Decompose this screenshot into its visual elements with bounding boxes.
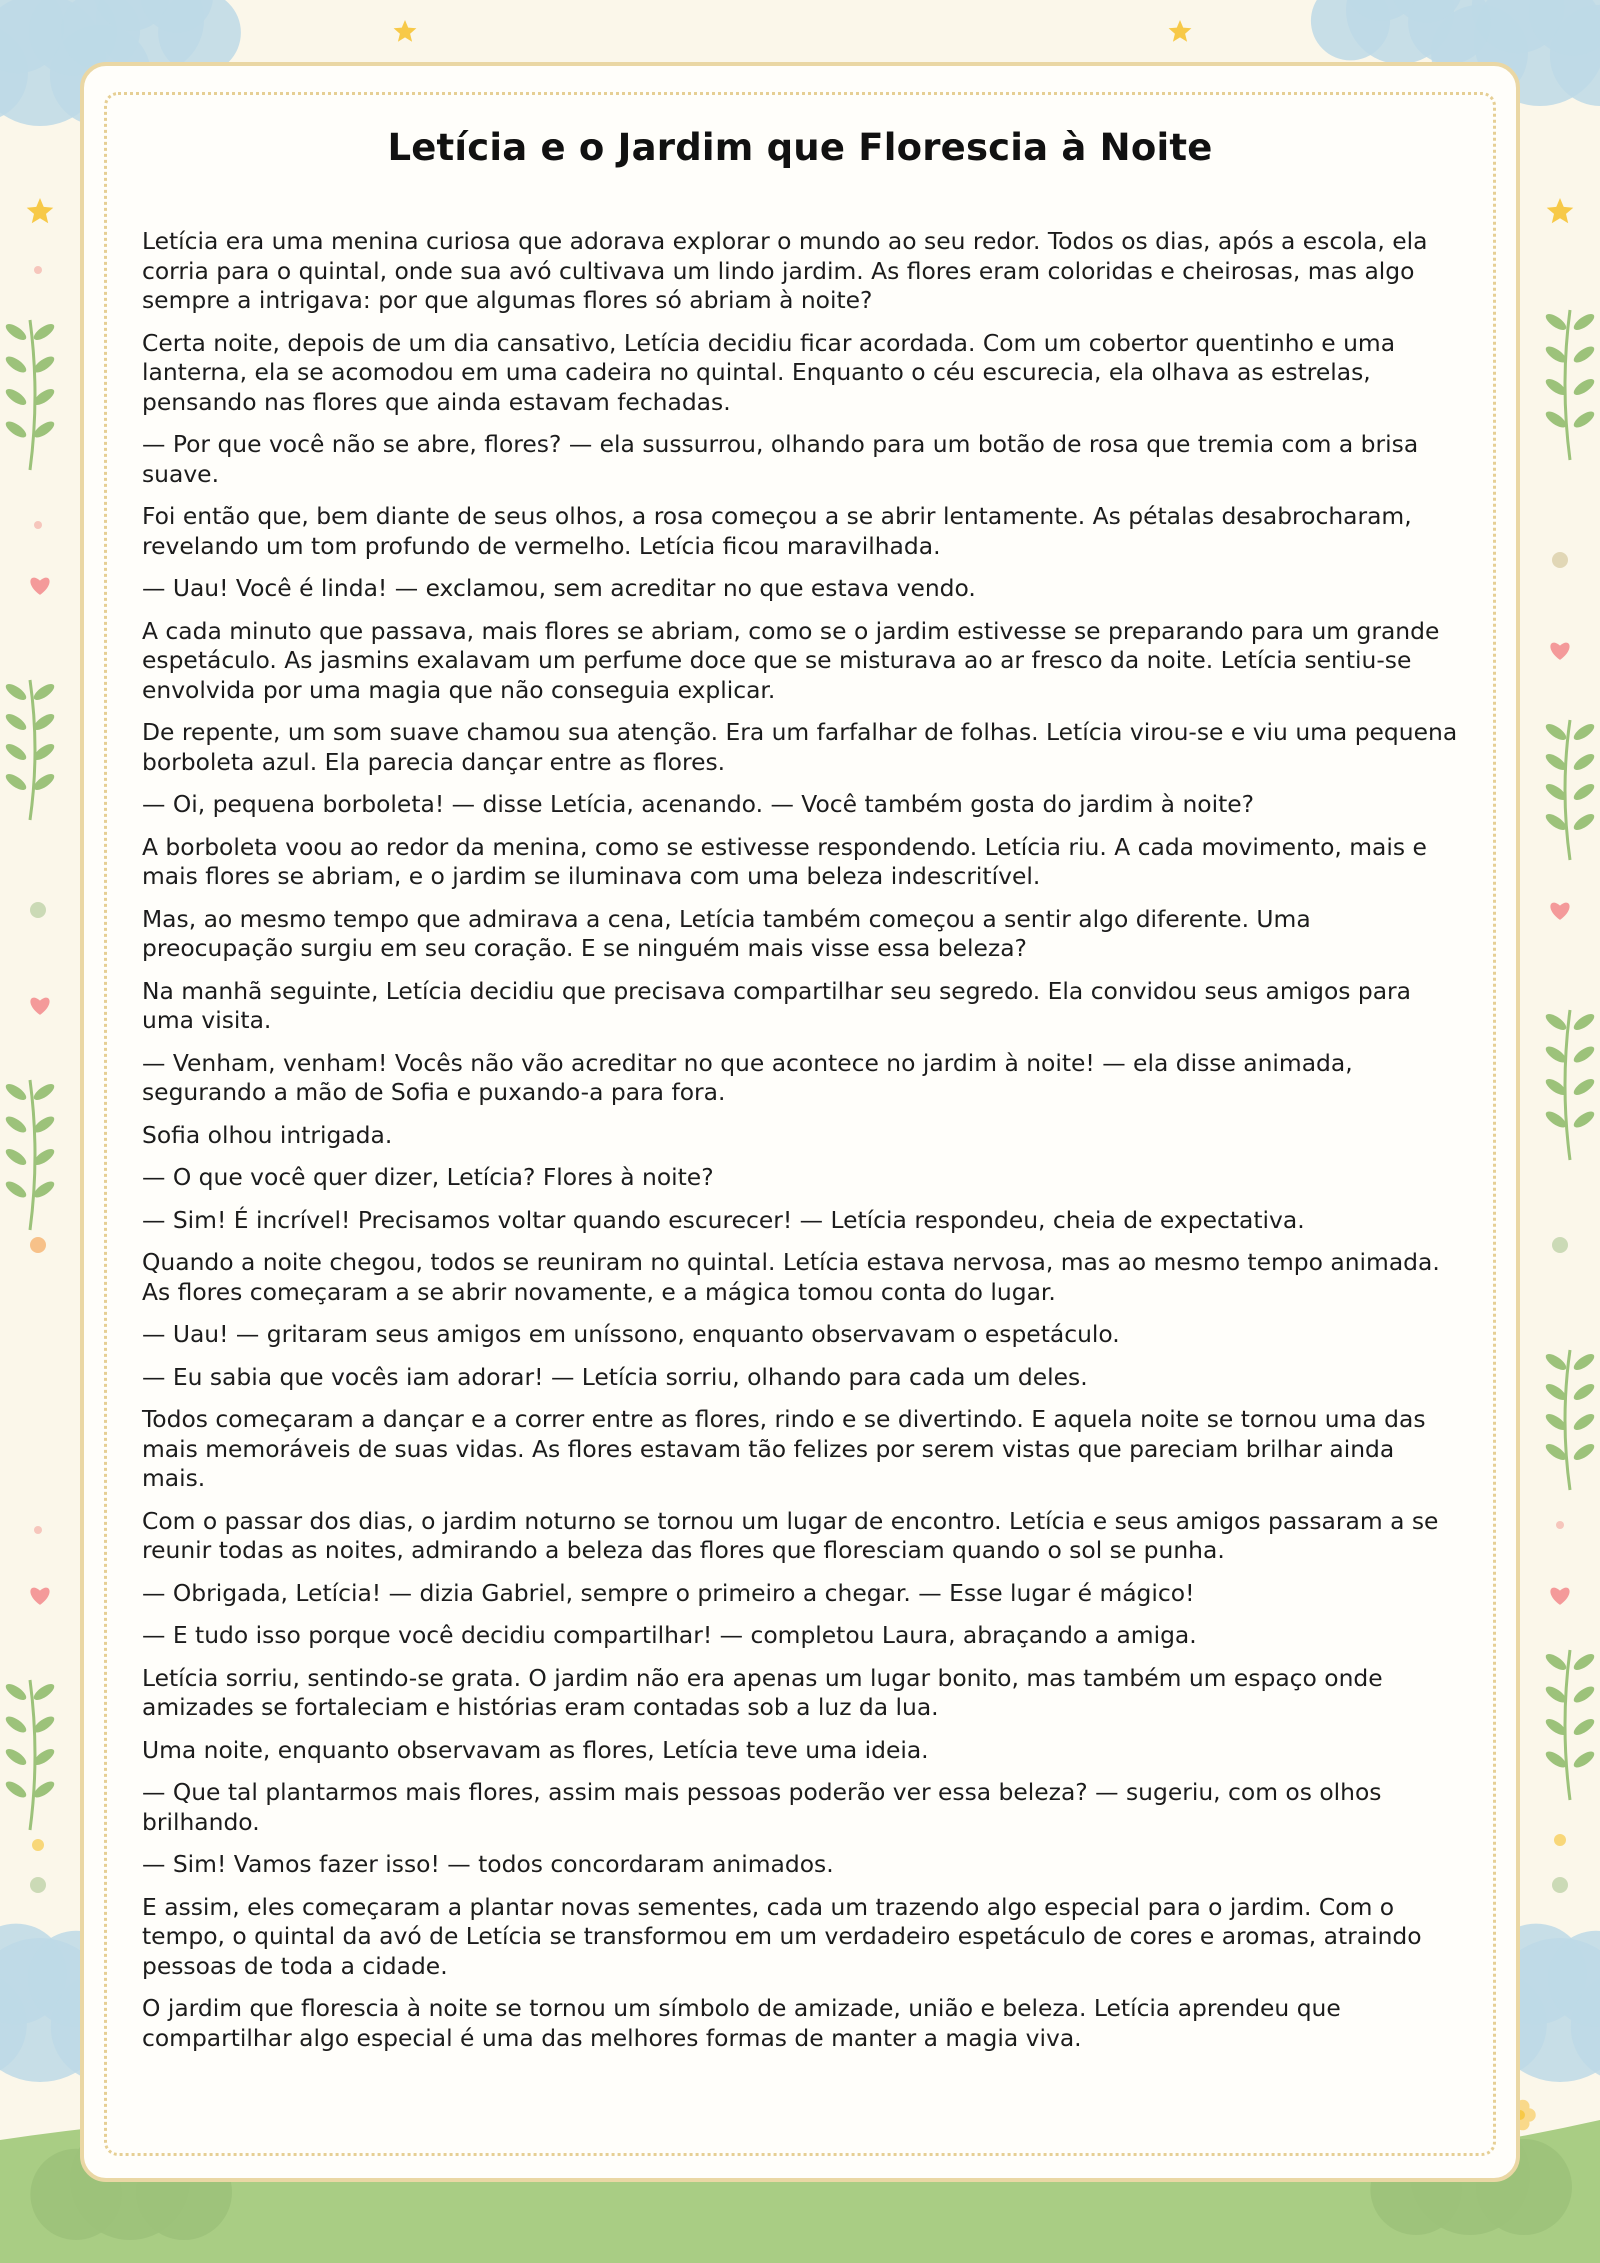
- dot-icon: [30, 1237, 46, 1253]
- story-paragraph: — Eu sabia que vocês iam adorar! — Letícia sorriu, olhando para cada um deles.: [142, 1362, 1088, 1391]
- heart-icon: [1550, 643, 1569, 660]
- dot-icon: [30, 902, 46, 918]
- story-paragraph: Letícia sorriu, sentindo-se grata. O jardim não era apenas um lugar bonito, mas também um espaço onde amizades se fortaleciam e histórias eram contadas sob a luz da lua.: [142, 1663, 1383, 1721]
- story-paragraph: — Oi, pequena borboleta! — disse Letícia, acenando. — Você também gosta do jardim à noite?: [142, 790, 1255, 818]
- story-paragraph: — Por que você não se abre, flores? — ela sussurrou, olhando para um botão de rosa que tremia com a brisa suave.: [142, 430, 1419, 488]
- dot-icon: [34, 1526, 42, 1534]
- dot-icon: [30, 1877, 46, 1893]
- story-paragraph: Sofia olhou intrigada.: [142, 1120, 393, 1149]
- leaf-sprig-icon: [3, 320, 56, 470]
- story-paragraph: E assim, eles começaram a plantar novas sementes, cada um trazendo algo especial para o jardim. Com o tempo, o quintal da avó de Letícia se transformou em um verdadeiro espetáculo de cores e aromas, atraindo pessoas de toda a cidade.: [142, 1892, 1422, 1980]
- story-paragraph: Quando a noite chegou, todos se reuniram no quintal. Letícia estava nervosa, mas ao mesmo tempo animada. As flores começaram a se abrir novamente, e a mágica tomou conta do lugar.: [142, 1248, 1440, 1306]
- story-paragraph: O jardim que florescia à noite se tornou um símbolo de amizade, união e beleza. Letícia aprendeu que compartilhar algo especial é uma das melhores formas de manter a magia viva.: [142, 1994, 1341, 2052]
- heart-icon: [1550, 1588, 1569, 1605]
- leaf-sprig-icon: [1543, 720, 1596, 860]
- story-title: Letícia e o Jardim que Florescia à Noite: [387, 126, 1213, 169]
- story-paragraph: — Uau! Você é linda! — exclamou, sem acreditar no que estava vendo.: [142, 574, 976, 602]
- story-paragraph: — E tudo isso porque você decidiu compartilhar! — completou Laura, abraçando a amiga.: [142, 1621, 1197, 1649]
- story-paragraph: Mas, ao mesmo tempo que admirava a cena, Letícia também começou a sentir algo diferente. Uma preocupação surgiu em seu coração. E se ninguém mais visse essa beleza?: [142, 904, 1311, 962]
- leaf-sprig-icon: [3, 1080, 56, 1230]
- story-paragraph: — Venham, venham! Vocês não vão acreditar no que acontece no jardim à noite! — ela disse animada, segurando a mão de Sofia e puxando-a para fora.: [142, 1048, 1353, 1106]
- star-icon: [394, 20, 417, 42]
- dot-icon: [1552, 1877, 1568, 1893]
- story-paragraph: — Obrigada, Letícia! — dizia Gabriel, sempre o primeiro a chegar. — Esse lugar é mágico!: [142, 1578, 1195, 1607]
- story-paragraph: — Uau! — gritaram seus amigos em uníssono, enquanto observavam o espetáculo.: [142, 1320, 1120, 1348]
- story-paragraph: — O que você quer dizer, Letícia? Flores à noite?: [142, 1163, 714, 1191]
- story-paragraph: — Sim! É incrível! Precisamos voltar quando escurecer! — Letícia respondeu, cheia de expectativa.: [142, 1205, 1305, 1234]
- cloud-icon: [1311, 0, 1491, 64]
- story-paragraph: Foi então que, bem diante de seus olhos, a rosa começou a se abrir lentamente. As pétalas desabrocharam, revelando um tom profundo de vermelho. Letícia ficou maravilhada.: [142, 502, 1412, 560]
- heart-icon: [1550, 903, 1569, 920]
- story-paragraph: Com o passar dos dias, o jardim noturno se tornou um lugar de encontro. Letícia e seus amigos passaram a se reunir todas as noites, admirando a beleza das flores que floresciam quando o sol se punha.: [142, 1506, 1439, 1564]
- heart-icon: [30, 578, 49, 595]
- story-body: [142, 227, 1458, 2066]
- leaf-sprig-icon: [1543, 1010, 1596, 1160]
- star-icon: [1169, 20, 1192, 42]
- story-paragraph: De repente, um som suave chamou sua atenção. Era um farfalhar de folhas. Letícia virou-se e viu uma pequena borboleta azul. Ela parecia dançar entre as flores.: [142, 718, 1458, 776]
- story-paragraph: Todos começaram a dançar e a correr entre as flores, rindo e se divertindo. E aquela noite se tornou uma das mais memoráveis de suas vidas. As flores estavam tão felizes por serem vistas que pareciam brilhar ainda mais.: [142, 1405, 1426, 1492]
- story-paragraph: Uma noite, enquanto observavam as flores, Letícia teve uma ideia.: [142, 1735, 929, 1764]
- story-paragraph: — Que tal plantarmos mais flores, assim mais pessoas poderão ver essa beleza? — sugeriu, com os olhos brilhando.: [142, 1778, 1382, 1836]
- dot-icon: [1552, 552, 1568, 568]
- story-paragraph: Certa noite, depois de um dia cansativo, Letícia decidiu ficar acordada. Com um cobertor quentinho e uma lanterna, ela se acomodou em uma cadeira no quintal. Enquanto o céu escurecia, ela olhava as estrelas, pensando nas flores que ainda estavam fechadas.: [142, 328, 1396, 416]
- leaf-sprig-icon: [1543, 1650, 1596, 1800]
- leaf-sprig-icon: [3, 1680, 56, 1830]
- dot-icon: [34, 521, 42, 529]
- story-paragraph: Letícia era uma menina curiosa que adorava explorar o mundo ao seu redor. Todos os dias, após a escola, ela corria para o quintal, onde sua avó cultivava um lindo jardim. As flores eram coloridas e cheirosas, mas algo sempre a intrigava: por que algumas flores só abriam à noite?: [142, 227, 1428, 314]
- dot-icon: [1554, 1834, 1566, 1846]
- dot-icon: [32, 1839, 44, 1851]
- dot-icon: [1556, 1521, 1564, 1529]
- story-paragraph: — Sim! Vamos fazer isso! — todos concordaram animados.: [142, 1850, 834, 1878]
- dot-icon: [1552, 1237, 1568, 1253]
- heart-icon: [30, 1588, 49, 1605]
- heart-icon: [30, 998, 49, 1015]
- story-paragraph: Na manhã seguinte, Letícia decidiu que precisava compartilhar seu segredo. Ela convidou seus amigos para uma visita.: [142, 976, 1412, 1034]
- star-icon: [1547, 198, 1574, 223]
- leaf-sprig-icon: [3, 680, 56, 820]
- story-paragraph: A cada minuto que passava, mais flores se abriam, como se o jardim estivesse se preparando para um grande espetáculo. As jasmins exalavam um perfume doce que se misturava ao ar fresco da noite. Letícia sentiu-se envolvida por uma magia que não conseguia explicar.: [142, 616, 1440, 704]
- dot-icon: [34, 266, 42, 274]
- leaf-sprig-icon: [1543, 1350, 1596, 1490]
- star-icon: [27, 198, 54, 223]
- leaf-sprig-icon: [1543, 310, 1596, 460]
- story-paragraph: A borboleta voou ao redor da menina, como se estivesse respondendo. Letícia riu. A cada movimento, mais e mais flores se abriam, e o jardim se iluminava com uma beleza indescritível.: [142, 832, 1427, 890]
